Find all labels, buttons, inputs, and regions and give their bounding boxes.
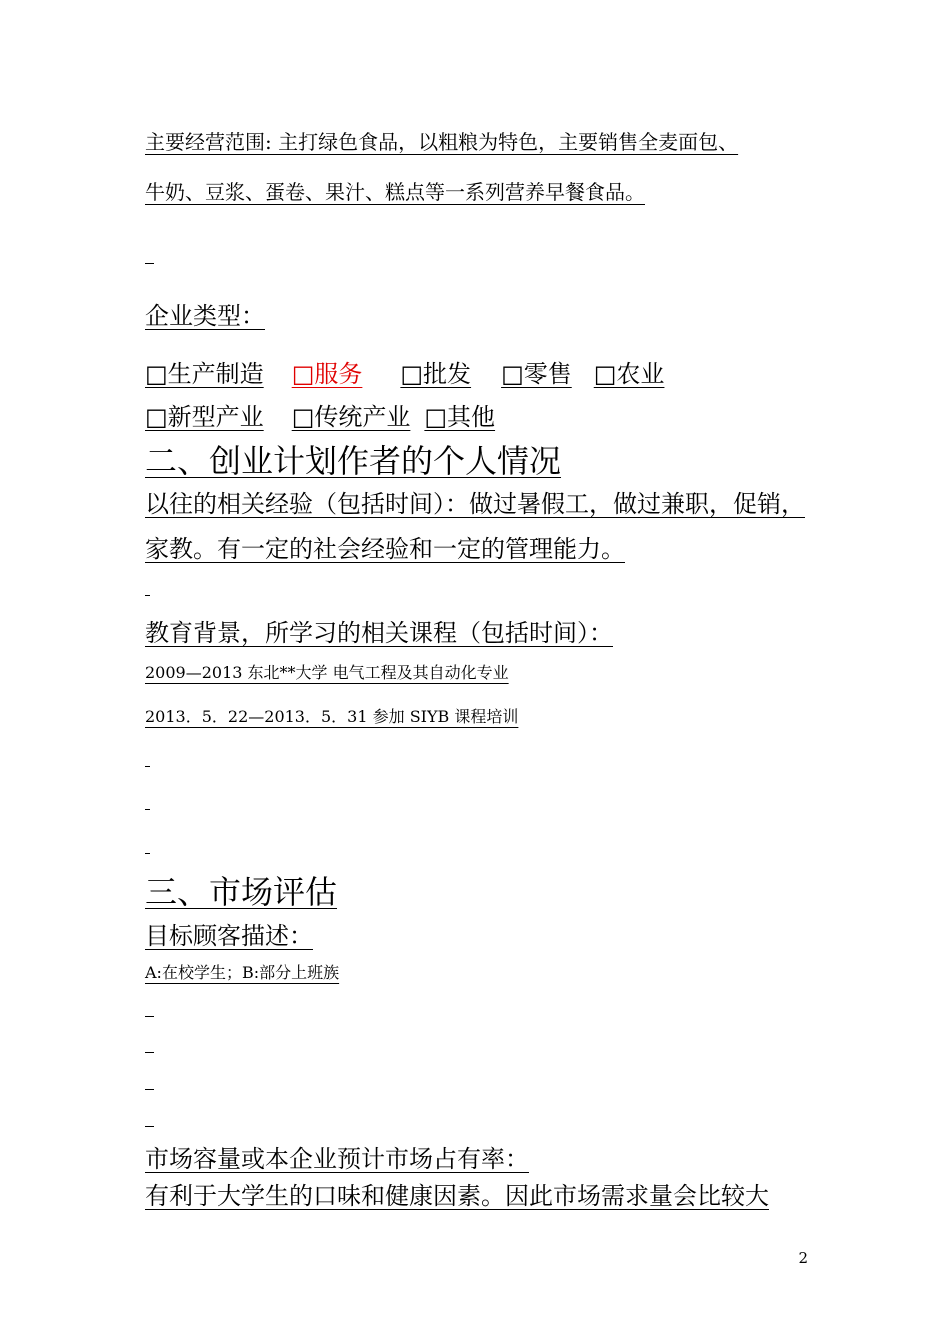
section-3-heading: 三、市场评估 (145, 873, 338, 911)
target-customer-label: 目标顾客描述： (145, 922, 313, 950)
experience-line-2: 家教。有一定的社会经验和一定的管理能力。 (145, 535, 625, 563)
section-2-heading: 二、创业计划作者的个人情况 (145, 442, 562, 480)
blank-line (145, 1089, 154, 1090)
scope-line-2: 牛奶、豆浆、蛋卷、果汁、糕点等一系列营养早餐食品。 (145, 180, 645, 204)
enterprise-type-row-2 (145, 405, 495, 429)
blank-line (145, 1016, 154, 1017)
enterprise-type-row-1 (145, 362, 664, 386)
option-new-industry[interactable]: □新型产业 (145, 403, 264, 431)
education-item-1: 2009—2013 东北**大学 电气工程及其自动化专业 (145, 663, 509, 682)
blank-line (145, 1126, 154, 1127)
education-item-2: 2013．5．22—2013．5．31 参加 SIYB 课程培训 (145, 707, 519, 726)
education-label: 教育背景，所学习的相关课程（包括时间）： (145, 619, 613, 647)
experience-line-1: 以往的相关经验（包括时间）：做过暑假工，做过兼职，促销， (145, 490, 805, 518)
enterprise-type-label: 企业类型： (145, 302, 265, 330)
option-manufacturing[interactable]: □生产制造 (145, 360, 264, 388)
blank-line (145, 766, 150, 767)
blank-line (145, 1052, 154, 1053)
option-traditional-industry[interactable]: □传统产业 (291, 403, 411, 431)
option-wholesale[interactable]: □批发 (400, 360, 472, 388)
option-agriculture[interactable]: □农业 (593, 360, 665, 388)
blank-line (145, 263, 154, 264)
option-retail[interactable]: □零售 (501, 360, 572, 388)
scope-line-1: 主要经营范围: 主打绿色食品，以粗粮为特色，主要销售全麦面包、 (145, 130, 739, 154)
blank-line (145, 809, 150, 810)
option-service[interactable]: □服务 (291, 360, 363, 388)
market-capacity-text: 有利于大学生的口味和健康因素。因此市场需求量会比较大 (145, 1182, 769, 1210)
option-other[interactable]: □其他 (424, 403, 496, 431)
blank-line (145, 853, 150, 854)
blank-line (145, 595, 150, 596)
market-capacity-label: 市场容量或本企业预计市场占有率： (145, 1145, 529, 1173)
page-number: 2 (798, 1249, 808, 1267)
target-customer-text: A:在校学生；B:部分上班族 (145, 963, 340, 982)
